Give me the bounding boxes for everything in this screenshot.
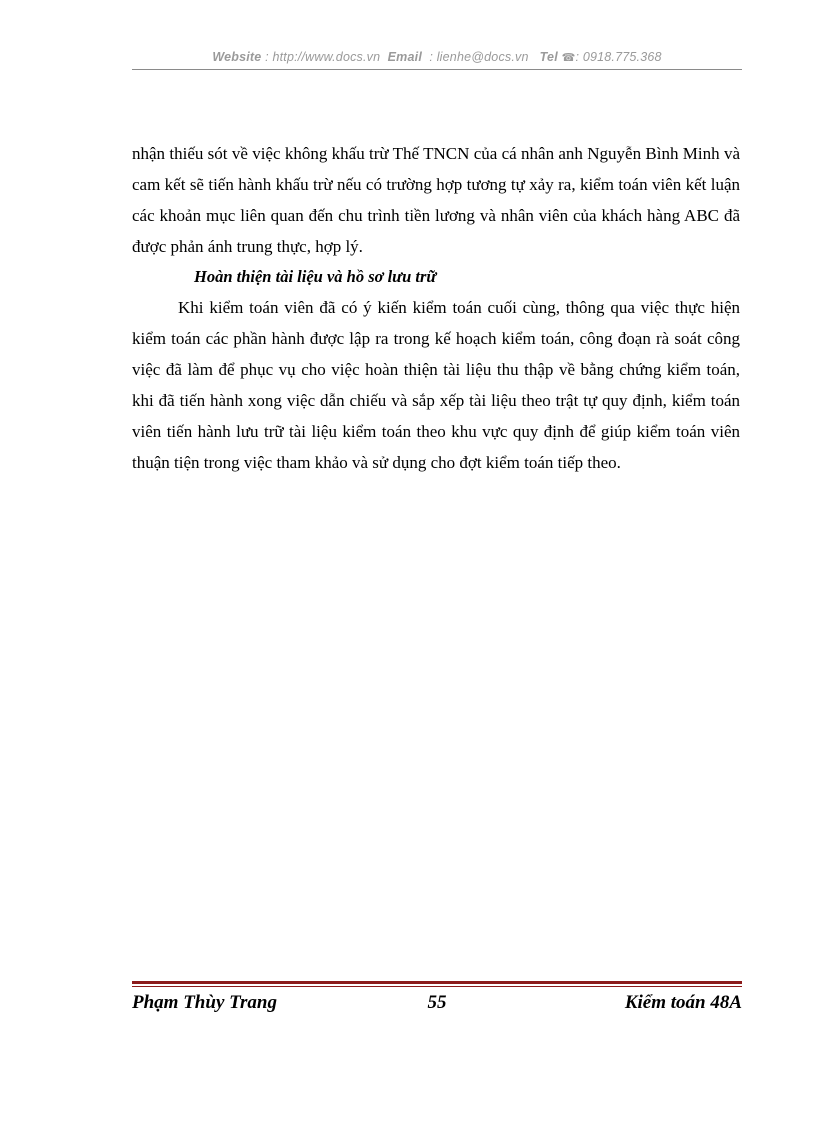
- body-paragraph-1: nhận thiếu sót về việc không khấu trừ Thế TNCN của cá nhân anh Nguyễn Bình Minh và cam kết sẽ tiến hành khấu trừ nếu có trường hợp tương tự xảy ra, kiểm toán viên kết luận các khoản mục liên quan đến chu trình tiền lương và nhân viên của khách hàng ABC đã được phản ánh trung thực, hợp lý.: [132, 144, 740, 256]
- footer-author: Phạm Thùy Trang: [132, 992, 277, 1013]
- footer-divider-thin: [132, 986, 742, 987]
- email-label: Email: [387, 50, 422, 64]
- website-value: : http://www.docs.vn: [265, 50, 381, 64]
- tel-label: Tel: [539, 50, 558, 64]
- section-heading: Hoàn thiện tài liệu và hồ sơ lưu trữ: [194, 267, 437, 286]
- body-paragraph-2: Khi kiểm toán viên đã có ý kiến kiểm toán cuối cùng, thông qua việc thực hiện kiểm toán các phần hành được lập ra trong kế hoạch kiểm toán, công đoạn rà soát công việc đã làm để phục vụ cho việc hoàn thiện tài liệu thu thập về bằng chứng kiểm toán, khi đã tiến hành xong việc dẫn chiếu và sắp xếp tài liệu theo trật tự quy định, kiểm toán viên tiến hành lưu trữ tài liệu kiểm toán theo khu vực quy định để giúp kiểm toán viên thuận tiện trong việc tham khảo và sử dụng cho đợt kiểm toán tiếp theo.: [132, 298, 740, 472]
- header-divider: [132, 69, 742, 70]
- page-header: [132, 50, 742, 64]
- website-label: Website: [212, 50, 262, 64]
- page-footer: [132, 992, 742, 1018]
- footer-page-number: 55: [427, 992, 447, 1013]
- footer-divider-thick: [132, 981, 742, 984]
- phone-icon: ☎: [561, 52, 576, 64]
- footer-divider: [132, 981, 742, 987]
- footer-course: Kiểm toán 48A: [624, 992, 742, 1013]
- email-value: : lienhe@docs.vn: [429, 50, 529, 64]
- page-body: [132, 138, 740, 478]
- tel-value: : 0918.775.368: [575, 50, 662, 64]
